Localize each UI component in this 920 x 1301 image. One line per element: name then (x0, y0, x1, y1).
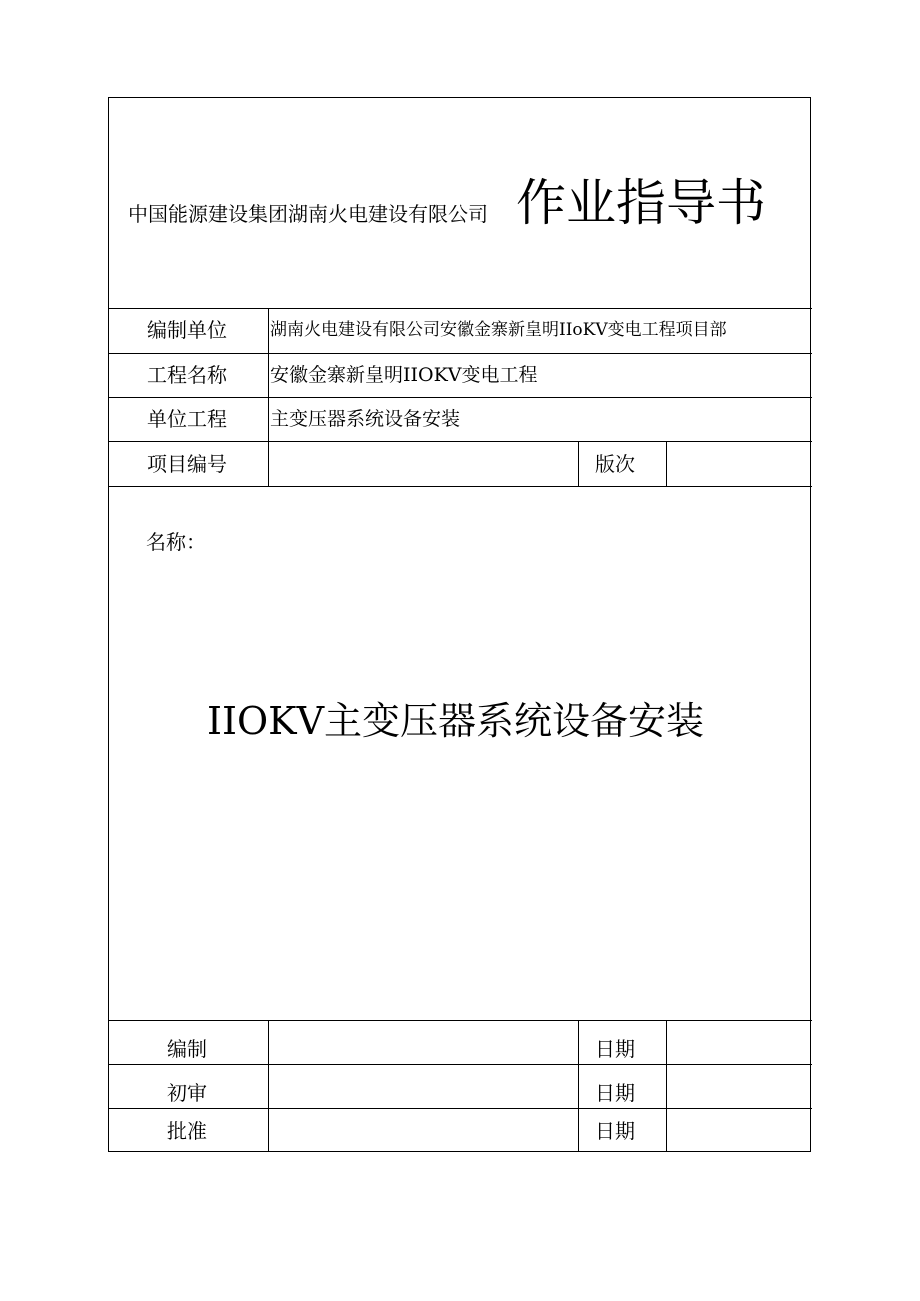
company-name: 中国能源建设集团湖南火电建设有限公司 (128, 202, 488, 226)
divider (109, 397, 812, 398)
compiled-by-label: 编制 (167, 1037, 207, 1061)
divider (109, 441, 812, 442)
unit-project-label: 单位工程 (147, 407, 227, 431)
name-label: 名称： (146, 530, 206, 554)
document-type-title: 作业指导书 (516, 174, 766, 232)
date-label: 日期 (595, 1119, 635, 1143)
compiling-unit-label: 编制单位 (147, 318, 227, 342)
work-instruction-form (108, 97, 811, 1152)
column-divider (268, 1020, 269, 1152)
compiling-unit-value: 湖南火电建设有限公司安徽金寨新皇明IIoKV变电工程项目部 (270, 320, 727, 340)
date-label: 日期 (595, 1037, 635, 1061)
unit-project-value: 主变压器系统设备安装 (270, 408, 461, 430)
column-divider (578, 441, 579, 486)
divider (109, 1108, 812, 1109)
column-divider (268, 308, 269, 486)
date-label: 日期 (595, 1081, 635, 1105)
main-title: IIOKV主变压器系统设备安装 (207, 699, 705, 743)
column-divider (666, 441, 667, 486)
approval-label: 批准 (167, 1119, 207, 1143)
divider (109, 1064, 812, 1065)
project-name-value: 安徽金寨新皇明IIOKV变电工程 (270, 364, 538, 386)
version-label: 版次 (595, 452, 635, 476)
divider (109, 308, 812, 309)
column-divider (666, 1020, 667, 1152)
project-name-label: 工程名称 (147, 363, 227, 387)
divider (109, 1020, 812, 1021)
divider (109, 486, 812, 487)
project-number-label: 项目编号 (147, 452, 227, 476)
first-review-label: 初审 (167, 1081, 207, 1105)
column-divider (578, 1020, 579, 1152)
divider (109, 353, 812, 354)
